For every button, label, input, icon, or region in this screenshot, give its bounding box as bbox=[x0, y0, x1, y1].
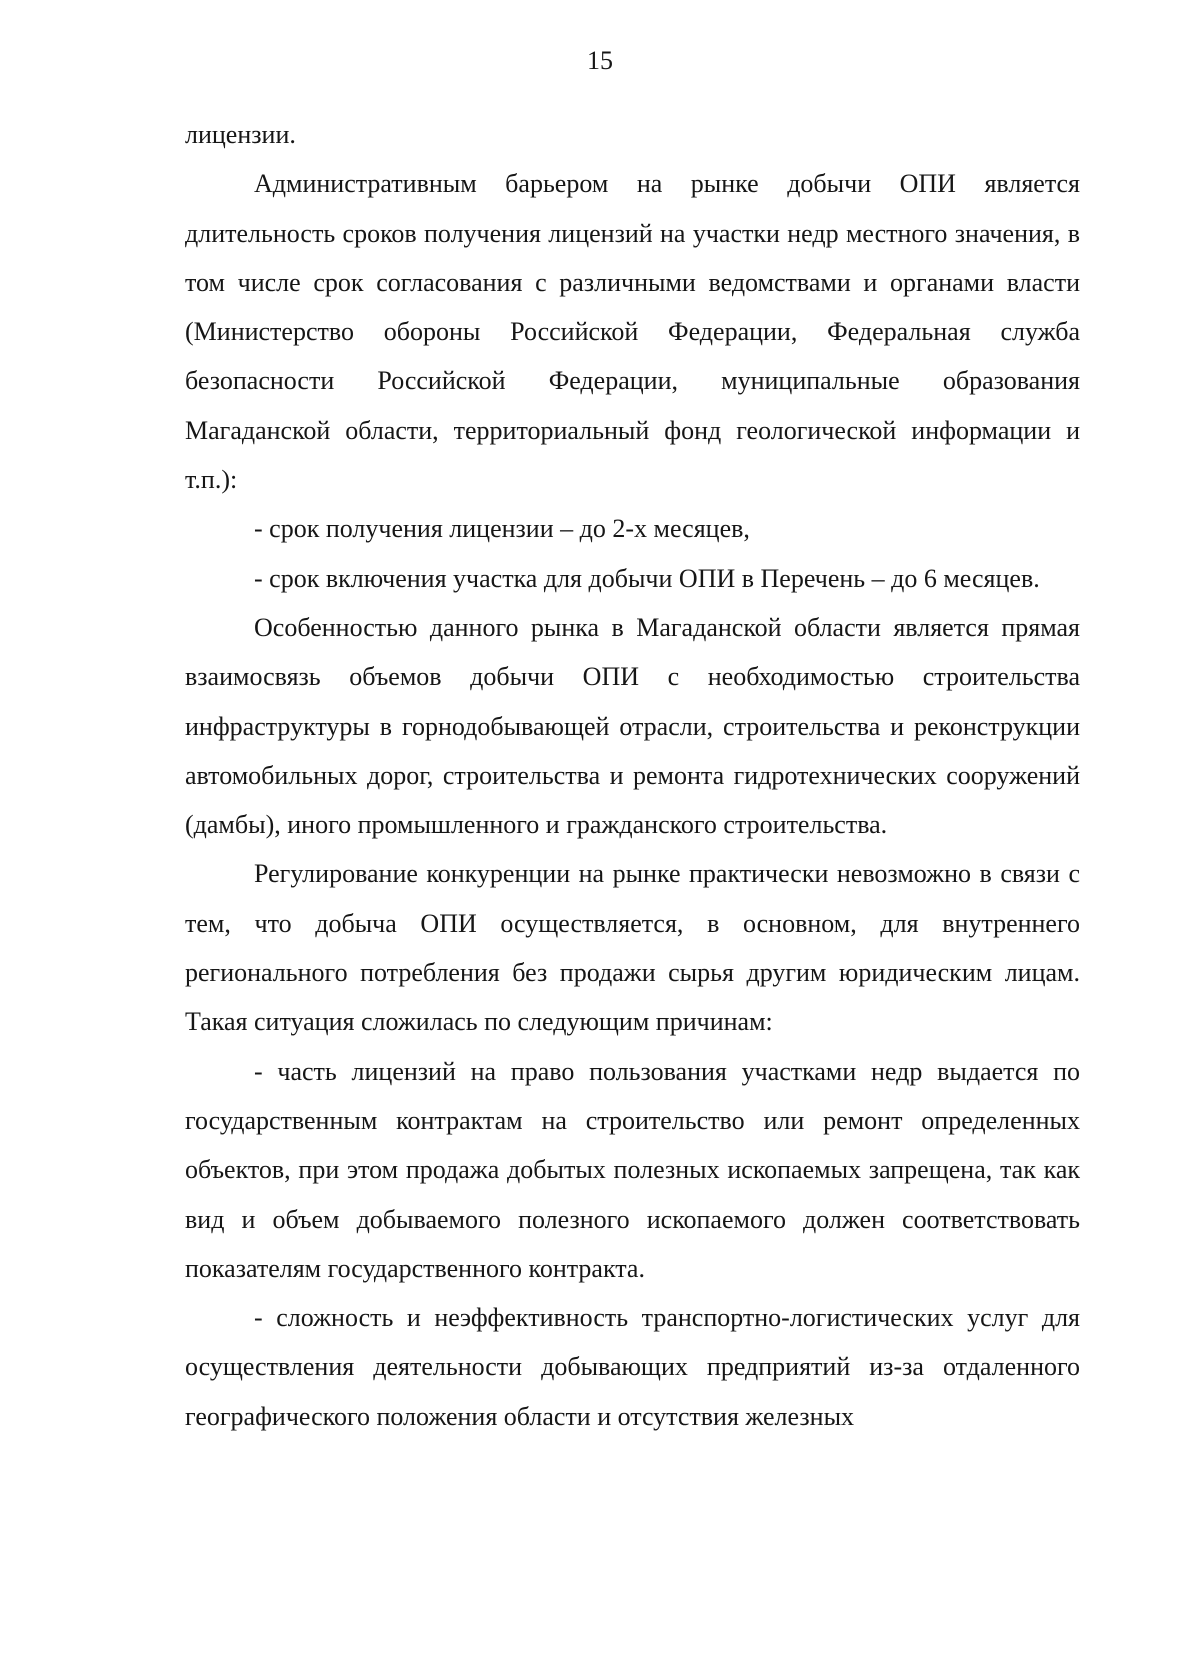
paragraph-3: - срок получения лицензии – до 2-х месяцев, bbox=[254, 514, 750, 544]
page-number: 15 bbox=[587, 46, 613, 75]
paragraph-7: - часть лицензий на право пользования участками недр выдается по государственным контрактам на строительство или ремонт определенных объектов, при этом продажа добытых полезных ископаемых запрещена, так как вид и объем добываемого полезного ископаемого должен соответствовать показателям государственного контракта. bbox=[185, 1056, 1080, 1283]
document-body bbox=[185, 110, 1080, 1441]
paragraph-6: Регулирование конкуренции на рынке практически невозможно в связи с тем, что добыча ОПИ осуществляется, в основном, для внутреннего регионального потребления без продажи сырья другим юридическим лицам. Такая ситуация сложилась по следующим причинам: bbox=[185, 859, 1080, 1037]
paragraph-4: - срок включения участка для добычи ОПИ в Перечень – до 6 месяцев. bbox=[254, 563, 1040, 593]
paragraph-5: Особенностью данного рынка в Магаданской области является прямая взаимосвязь объемов добычи ОПИ с необходимостью строительства инфраструктуры в горнодобывающей отрасли, строительства и реконструкции автомобильных дорог, строительства и ремонта гидротехнических сооружений (дамбы), иного промышленного и гражданского строительства. bbox=[185, 612, 1080, 840]
paragraph-2: Административным барьером на рынке добычи ОПИ является длительность сроков получения лицензий на участки недр местного значения, в том числе срок согласования с различными ведомствами и органами власти (Министерство обороны Российской Федерации, Федеральная служба безопасности Российской Федерации, муниципальные образования Магаданской области, территориальный фонд геологической информации и т.п.): bbox=[185, 169, 1080, 495]
paragraph-8: - сложность и неэффективность транспортно-логистических услуг для осуществления деятельности добывающих предприятий из-за отдаленного географического положения области и отсутствия железных bbox=[185, 1303, 1080, 1431]
paragraph-1: лицензии. bbox=[185, 120, 296, 149]
